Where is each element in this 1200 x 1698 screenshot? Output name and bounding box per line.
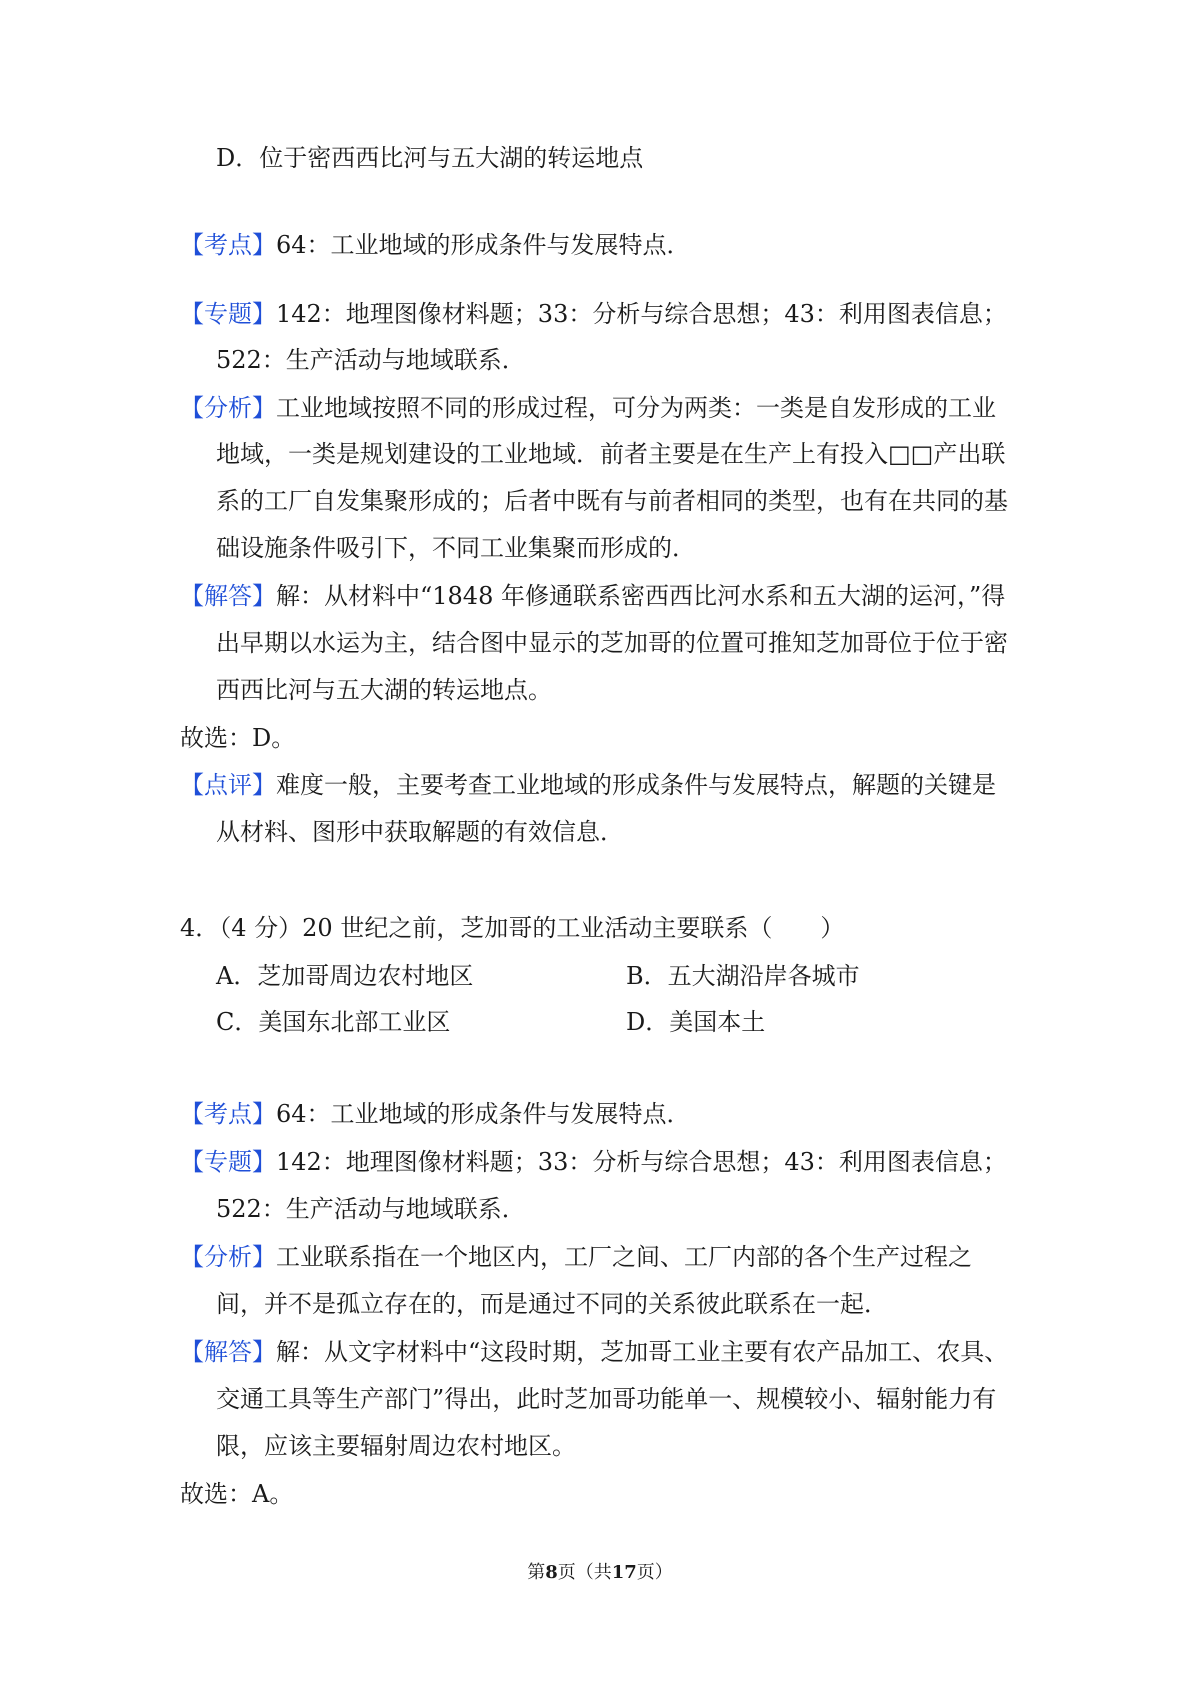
q3-jieda-2: 出早期以水运为主，结合图中显示的芝加哥的位置可推知芝加哥位于位于密 <box>216 629 1008 657</box>
q3-dianping <box>180 769 996 801</box>
zhuanti-text-1: 142：地理图像材料题；33：分析与综合思想；43：利用图表信息； <box>276 300 1007 328</box>
q3-jieda-3: 西西比河与五大湖的转运地点。 <box>216 676 552 704</box>
kaodian-tag: 【考点】 <box>180 1100 276 1128</box>
q3-guxuan: 故选：D。 <box>180 724 296 752</box>
q3-jieda <box>180 580 1005 612</box>
prev-option-d: D．位于密西西比河与五大湖的转运地点 <box>216 144 644 172</box>
q4-guxuan: 故选：A。 <box>180 1480 294 1508</box>
fenxi-text-1: 工业联系指在一个地区内，工厂之间、工厂内部的各个生产过程之 <box>276 1243 972 1271</box>
q3-kaodian <box>180 229 691 261</box>
dianping-tag: 【点评】 <box>180 771 276 799</box>
q3-fenxi <box>180 392 996 424</box>
fenxi-text-1: 工业地域按照不同的形成过程，可分为两类：一类是自发形成的工业 <box>276 394 996 422</box>
q3-fenxi-2: 地域，一类是规划建设的工业地域．前者主要是在生产上有投入□□产出联 <box>216 440 1006 468</box>
q4-fenxi-2: 间，并不是孤立存在的，而是通过不同的关系彼此联系在一起． <box>216 1290 888 1318</box>
q4-option-a: A．芝加哥周边农村地区 <box>216 962 474 990</box>
zhuanti-tag: 【专题】 <box>180 1148 276 1176</box>
footer-mid: 页（共 <box>557 1562 612 1583</box>
q4-option-c: C．美国东北部工业区 <box>216 1008 451 1036</box>
fenxi-tag: 【分析】 <box>180 1243 276 1271</box>
q3-dianping-2: 从材料、图形中获取解题的有效信息． <box>216 818 624 846</box>
kaodian-text: 64：工业地域的形成条件与发展特点． <box>276 1100 691 1128</box>
page-footer <box>0 1558 1200 1584</box>
jieda-tag: 【解答】 <box>180 1338 276 1366</box>
kaodian-text: 64：工业地域的形成条件与发展特点． <box>276 231 691 259</box>
q4-jieda <box>180 1336 1008 1368</box>
q4-jieda-3: 限，应该主要辐射周边农村地区。 <box>216 1432 576 1460</box>
q4-stem: 4．（4 分）20 世纪之前，芝加哥的工业活动主要联系（ ） <box>180 914 845 942</box>
footer-page-number: 8 <box>545 1562 558 1583</box>
q4-fenxi <box>180 1241 972 1273</box>
jieda-text-1: 解：从材料中“1848 年修通联系密西西比河水系和五大湖的运河，”得 <box>276 582 1006 610</box>
zhuanti-text-1: 142：地理图像材料题；33：分析与综合思想；43：利用图表信息； <box>276 1148 1007 1176</box>
q4-kaodian <box>180 1098 691 1130</box>
q4-jieda-2: 交通工具等生产部门”得出，此时芝加哥功能单一、规模较小、辐射能力有 <box>216 1385 997 1413</box>
q4-option-d: D．美国本土 <box>626 1008 766 1036</box>
jieda-text-1: 解：从文字材料中“这段时期，芝加哥工业主要有农产品加工、农具、 <box>276 1338 1009 1366</box>
footer-suffix: 页） <box>636 1562 673 1583</box>
q3-fenxi-4: 础设施条件吸引下，不同工业集聚而形成的． <box>216 534 696 562</box>
q4-zhuanti-cont: 522：生产活动与地域联系． <box>216 1195 526 1223</box>
q4-zhuanti <box>180 1146 1007 1178</box>
q4-option-b: B．五大湖沿岸各城市 <box>626 962 860 990</box>
q3-fenxi-3: 系的工厂自发集聚形成的；后者中既有与前者相同的类型，也有在共同的基 <box>216 487 1008 515</box>
fenxi-tag: 【分析】 <box>180 394 276 422</box>
kaodian-tag: 【考点】 <box>180 231 276 259</box>
footer-total-pages: 17 <box>611 1562 637 1583</box>
footer-prefix: 第 <box>527 1562 546 1583</box>
jieda-tag: 【解答】 <box>180 582 276 610</box>
q3-zhuanti-cont: 522：生产活动与地域联系． <box>216 346 526 374</box>
q3-zhuanti <box>180 298 1007 330</box>
zhuanti-tag: 【专题】 <box>180 300 276 328</box>
dianping-text-1: 难度一般，主要考查工业地域的形成条件与发展特点，解题的关键是 <box>276 771 996 799</box>
